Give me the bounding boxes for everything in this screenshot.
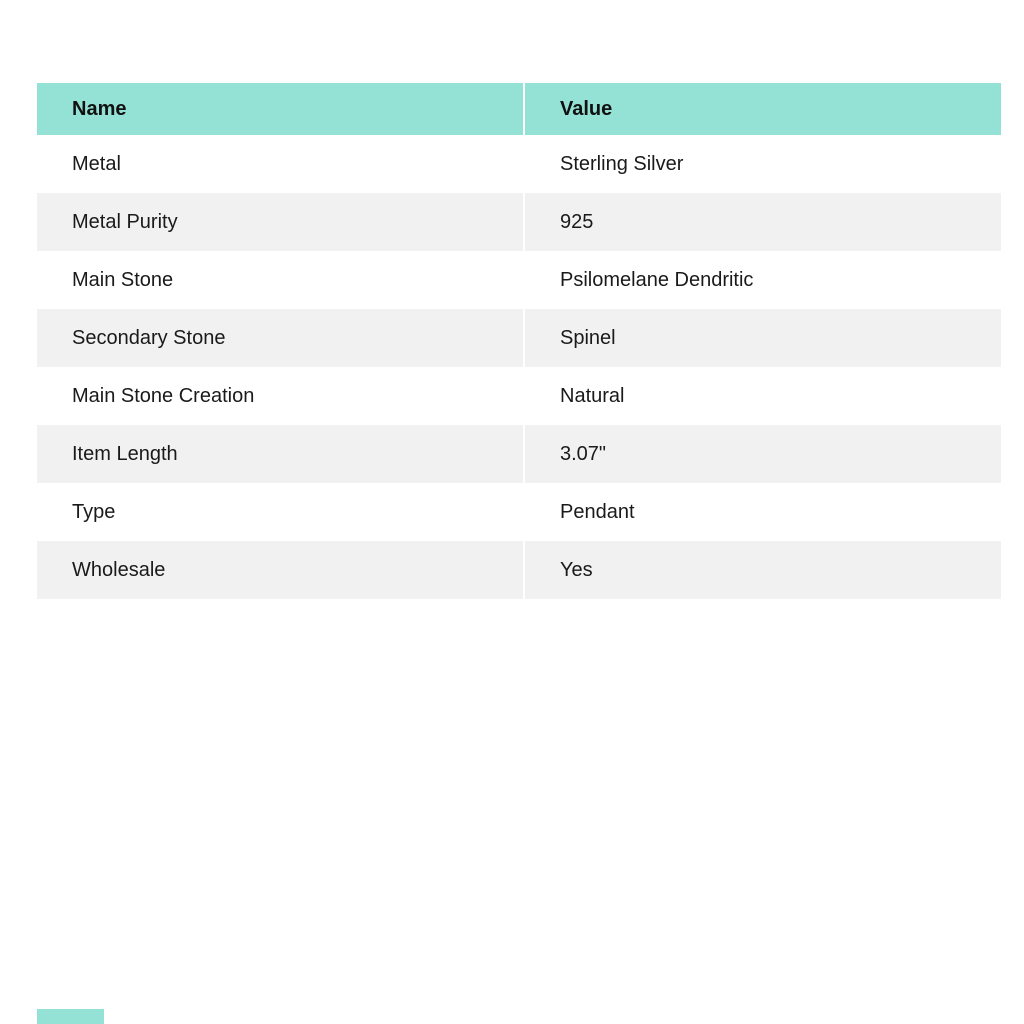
attribute-value-cell: 925: [523, 193, 1001, 251]
attribute-name-cell: Metal Purity: [37, 193, 523, 251]
attribute-name-cell: Main Stone Creation: [37, 367, 523, 425]
table-row: [37, 193, 1001, 251]
attribute-value-cell: Pendant: [523, 483, 1001, 541]
attribute-value-cell: 3.07": [523, 425, 1001, 483]
attribute-value-cell: Spinel: [523, 309, 1001, 367]
attribute-name-cell: Secondary Stone: [37, 309, 523, 367]
table-row: [37, 251, 1001, 309]
table-row: [37, 425, 1001, 483]
column-header-value: Value: [523, 83, 1001, 135]
attribute-value-cell: Yes: [523, 541, 1001, 599]
attribute-value-cell: Natural: [523, 367, 1001, 425]
table-body: [37, 135, 1001, 599]
attribute-value-cell: Sterling Silver: [523, 135, 1001, 193]
next-table-header-fragment: [37, 1009, 104, 1024]
table-row: [37, 483, 1001, 541]
column-header-name: Name: [37, 83, 523, 135]
table-row: [37, 367, 1001, 425]
attribute-name-cell: Item Length: [37, 425, 523, 483]
attribute-name-cell: Metal: [37, 135, 523, 193]
table-header-row: [37, 83, 1001, 135]
table-row: [37, 135, 1001, 193]
table-row: [37, 541, 1001, 599]
attribute-name-cell: Wholesale: [37, 541, 523, 599]
attribute-name-cell: Type: [37, 483, 523, 541]
product-attributes-table: [37, 83, 1001, 599]
attribute-value-cell: Psilomelane Dendritic: [523, 251, 1001, 309]
table-row: [37, 309, 1001, 367]
attribute-name-cell: Main Stone: [37, 251, 523, 309]
